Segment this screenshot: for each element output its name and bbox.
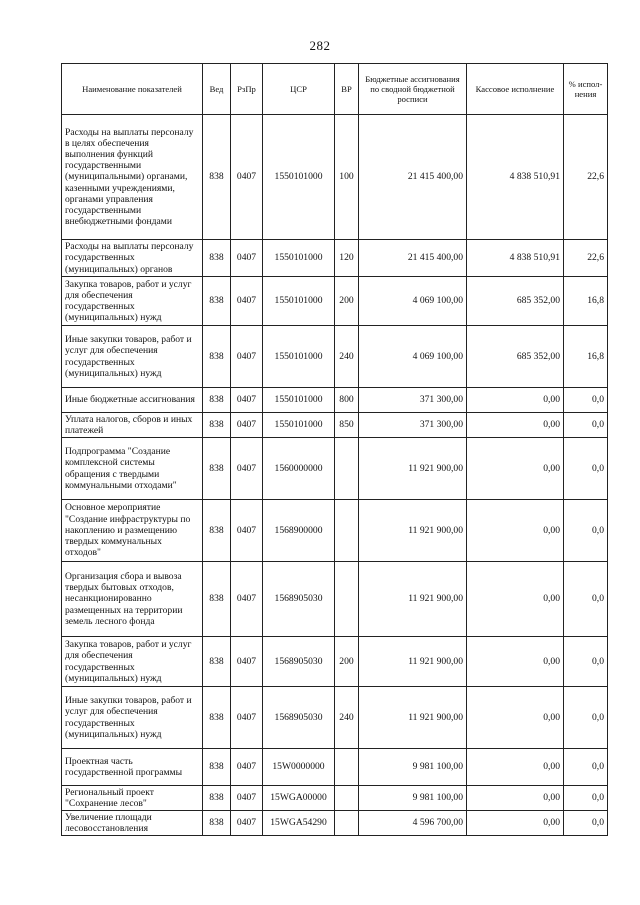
- row-cash: 0,00: [467, 687, 564, 749]
- row-percent: 0,0: [564, 388, 608, 413]
- row-cash: 0,00: [467, 438, 564, 500]
- row-cash: 4 838 510,91: [467, 115, 564, 240]
- row-percent: 0,0: [564, 438, 608, 500]
- row-rzpr: 0407: [231, 115, 263, 240]
- row-budget: 11 921 900,00: [359, 687, 467, 749]
- row-vr: [335, 562, 359, 637]
- row-budget: 11 921 900,00: [359, 500, 467, 562]
- row-budget: 371 300,00: [359, 413, 467, 438]
- row-ved: 838: [203, 749, 231, 786]
- row-cash: 0,00: [467, 811, 564, 836]
- row-csr: 1550101000: [263, 277, 335, 326]
- row-ved: 838: [203, 413, 231, 438]
- row-ved: 838: [203, 438, 231, 500]
- row-budget: 4 069 100,00: [359, 326, 467, 388]
- row-percent: 22,6: [564, 115, 608, 240]
- row-csr: 15WGA54290: [263, 811, 335, 836]
- table-row: [62, 413, 608, 438]
- row-rzpr: 0407: [231, 438, 263, 500]
- page-number: 282: [309, 38, 331, 53]
- row-budget: 4 069 100,00: [359, 277, 467, 326]
- row-rzpr: 0407: [231, 326, 263, 388]
- row-ved: 838: [203, 786, 231, 811]
- row-vr: 200: [335, 277, 359, 326]
- row-budget: 4 596 700,00: [359, 811, 467, 836]
- row-csr: 1550101000: [263, 115, 335, 240]
- table-row: [62, 277, 608, 326]
- table-row: [62, 388, 608, 413]
- row-rzpr: 0407: [231, 637, 263, 687]
- row-name: Закупка товаров, работ и услуг для обеспечения государственных (муниципальных) нужд: [62, 637, 203, 687]
- row-rzpr: 0407: [231, 500, 263, 562]
- table-row: [62, 562, 608, 637]
- header-csr: ЦСР: [263, 64, 335, 115]
- row-rzpr: 0407: [231, 277, 263, 326]
- row-ved: 838: [203, 637, 231, 687]
- row-vr: 240: [335, 326, 359, 388]
- row-percent: 0,0: [564, 562, 608, 637]
- row-vr: [335, 749, 359, 786]
- row-vr: 200: [335, 637, 359, 687]
- row-cash: 0,00: [467, 562, 564, 637]
- row-csr: 1568905030: [263, 562, 335, 637]
- table-row: [62, 326, 608, 388]
- table-row: [62, 115, 608, 240]
- row-name: Уплата налогов, сборов и иных платежей: [62, 413, 203, 438]
- row-csr: 1550101000: [263, 388, 335, 413]
- row-vr: [335, 811, 359, 836]
- table-row: [62, 240, 608, 277]
- row-percent: 0,0: [564, 749, 608, 786]
- row-vr: [335, 786, 359, 811]
- header-percent: % испол-нения: [564, 64, 608, 115]
- row-rzpr: 0407: [231, 811, 263, 836]
- row-name: Региональный проект "Сохранение лесов": [62, 786, 203, 811]
- header-cash: Кассовое исполнение: [467, 64, 564, 115]
- table-row: [62, 786, 608, 811]
- row-ved: 838: [203, 240, 231, 277]
- row-rzpr: 0407: [231, 413, 263, 438]
- row-csr: 15W0000000: [263, 749, 335, 786]
- row-csr: 1550101000: [263, 240, 335, 277]
- row-ved: 838: [203, 277, 231, 326]
- row-vr: 240: [335, 687, 359, 749]
- row-vr: 100: [335, 115, 359, 240]
- row-cash: 0,00: [467, 388, 564, 413]
- row-name: Иные закупки товаров, работ и услуг для обеспечения государственных (муниципальных) нужд: [62, 326, 203, 388]
- row-percent: 0,0: [564, 500, 608, 562]
- row-cash: 4 838 510,91: [467, 240, 564, 277]
- row-name: Расходы на выплаты персоналу в целях обеспечения выполнения функций государственными (муниципальными) органами, казенными учреждениями, органами управления государственными внебюджетными фондами: [62, 115, 203, 240]
- row-name: Закупка товаров, работ и услуг для обеспечения государственных (муниципальных) нужд: [62, 277, 203, 326]
- row-csr: 1560000000: [263, 438, 335, 500]
- row-vr: 120: [335, 240, 359, 277]
- table-row: [62, 637, 608, 687]
- row-name: Иные закупки товаров, работ и услуг для обеспечения государственных (муниципальных) нужд: [62, 687, 203, 749]
- row-name: Увеличение площади лесовосстановления: [62, 811, 203, 836]
- header-vr: ВР: [335, 64, 359, 115]
- row-budget: 9 981 100,00: [359, 786, 467, 811]
- row-cash: 0,00: [467, 637, 564, 687]
- row-ved: 838: [203, 811, 231, 836]
- header-ved: Вед: [203, 64, 231, 115]
- row-rzpr: 0407: [231, 786, 263, 811]
- row-percent: 0,0: [564, 811, 608, 836]
- row-csr: 15WGA00000: [263, 786, 335, 811]
- table-row: [62, 500, 608, 562]
- header-rzpr: РзПр: [231, 64, 263, 115]
- row-rzpr: 0407: [231, 562, 263, 637]
- row-name: Проектная часть государственной программы: [62, 749, 203, 786]
- table-header-row: [62, 64, 608, 115]
- row-percent: 0,0: [564, 687, 608, 749]
- row-name: Иные бюджетные ассигнования: [62, 388, 203, 413]
- row-ved: 838: [203, 500, 231, 562]
- row-vr: 800: [335, 388, 359, 413]
- row-cash: 0,00: [467, 500, 564, 562]
- row-budget: 11 921 900,00: [359, 438, 467, 500]
- row-percent: 0,0: [564, 413, 608, 438]
- row-name: Подпрограмма "Создание комплексной системы обращения с твердыми коммунальными отходами": [62, 438, 203, 500]
- header-name: Наименование показателей: [62, 64, 203, 115]
- row-percent: 0,0: [564, 637, 608, 687]
- row-csr: 1568905030: [263, 637, 335, 687]
- budget-execution-table: [61, 63, 608, 836]
- row-rzpr: 0407: [231, 749, 263, 786]
- table-row: [62, 811, 608, 836]
- row-csr: 1568900000: [263, 500, 335, 562]
- row-vr: [335, 438, 359, 500]
- row-cash: 685 352,00: [467, 326, 564, 388]
- row-csr: 1550101000: [263, 326, 335, 388]
- row-csr: 1550101000: [263, 413, 335, 438]
- row-rzpr: 0407: [231, 687, 263, 749]
- row-ved: 838: [203, 326, 231, 388]
- header-budget: Бюджетные ассигнования по сводной бюджетной росписи: [359, 64, 467, 115]
- row-ved: 838: [203, 687, 231, 749]
- row-rzpr: 0407: [231, 240, 263, 277]
- row-cash: 685 352,00: [467, 277, 564, 326]
- row-budget: 21 415 400,00: [359, 240, 467, 277]
- row-budget: 11 921 900,00: [359, 637, 467, 687]
- row-percent: 16,8: [564, 326, 608, 388]
- row-cash: 0,00: [467, 749, 564, 786]
- row-name: Основное мероприятие "Создание инфраструктуры по накоплению и размещению твердых коммунальных отходов": [62, 500, 203, 562]
- row-cash: 0,00: [467, 413, 564, 438]
- table-row: [62, 749, 608, 786]
- table-row: [62, 438, 608, 500]
- row-budget: 11 921 900,00: [359, 562, 467, 637]
- row-percent: 22,6: [564, 240, 608, 277]
- row-ved: 838: [203, 388, 231, 413]
- table-row: [62, 687, 608, 749]
- row-budget: 9 981 100,00: [359, 749, 467, 786]
- row-name: Организация сбора и вывоза твердых бытовых отходов, несанкционированно размещенных на территории земель лесного фонда: [62, 562, 203, 637]
- row-ved: 838: [203, 562, 231, 637]
- row-cash: 0,00: [467, 786, 564, 811]
- row-csr: 1568905030: [263, 687, 335, 749]
- row-percent: 0,0: [564, 786, 608, 811]
- row-ved: 838: [203, 115, 231, 240]
- row-name: Расходы на выплаты персоналу государственных (муниципальных) органов: [62, 240, 203, 277]
- row-vr: [335, 500, 359, 562]
- row-vr: 850: [335, 413, 359, 438]
- row-rzpr: 0407: [231, 388, 263, 413]
- row-percent: 16,8: [564, 277, 608, 326]
- row-budget: 371 300,00: [359, 388, 467, 413]
- row-budget: 21 415 400,00: [359, 115, 467, 240]
